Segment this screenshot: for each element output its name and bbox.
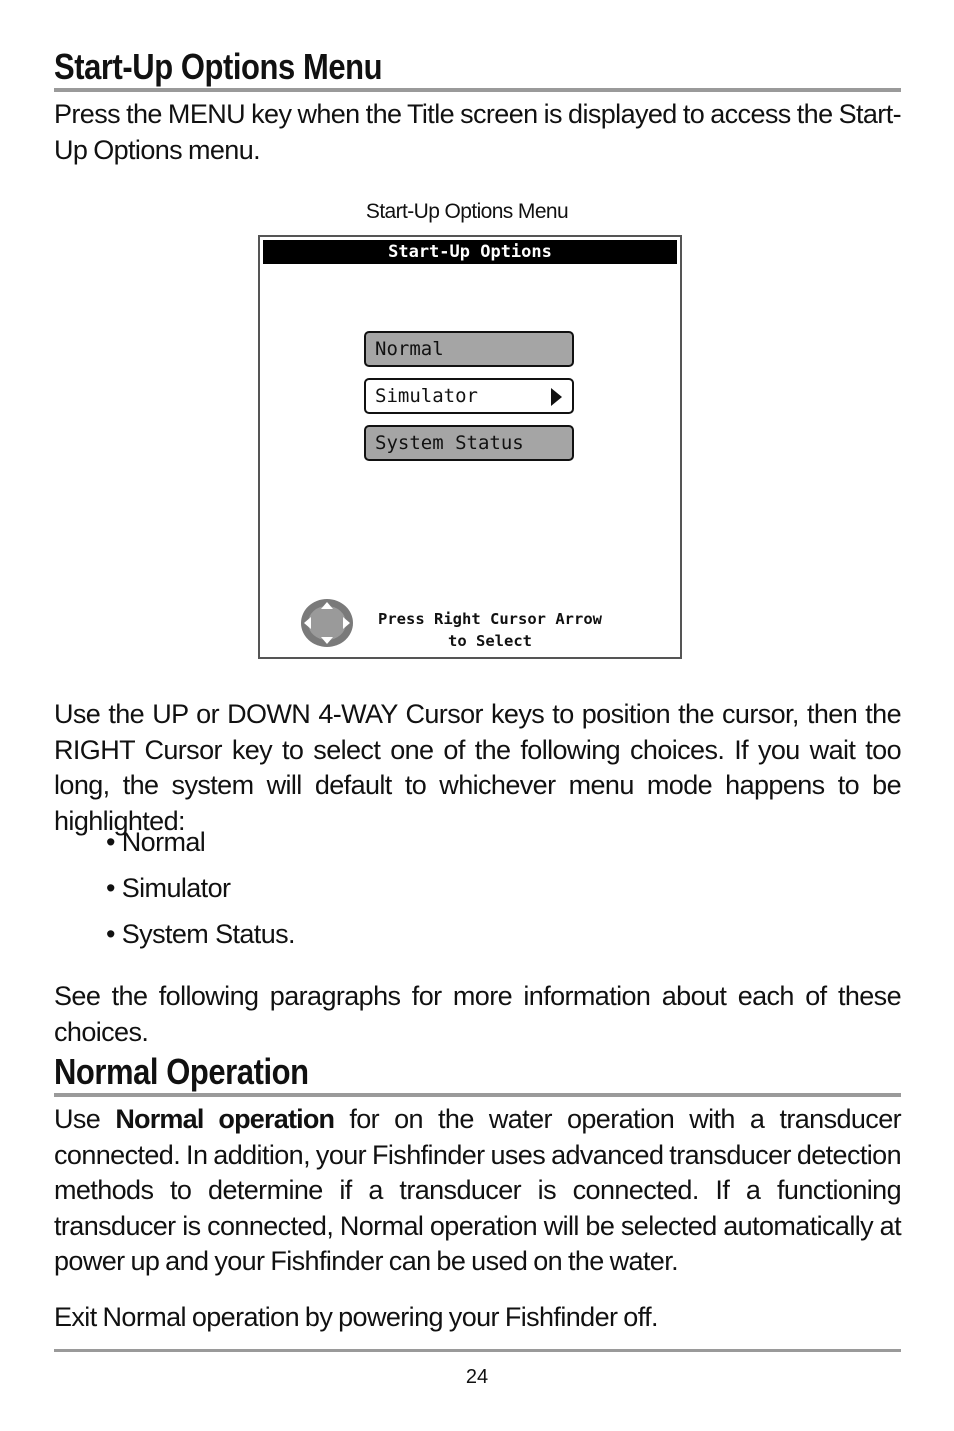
footer-rule bbox=[54, 1349, 901, 1352]
bold-term-normal-operation: Normal operation bbox=[115, 1104, 335, 1134]
section-heading-normal-operation: Normal Operation bbox=[54, 1051, 309, 1092]
choices-list bbox=[106, 824, 295, 962]
screen-title-bar: Start-Up Options bbox=[263, 240, 677, 264]
right-arrow-icon bbox=[551, 388, 562, 406]
intro-paragraph: Press the MENU key when the Title screen is displayed to access the Start-Up Options menu. bbox=[54, 99, 901, 165]
normal-operation-paragraph bbox=[54, 1102, 901, 1280]
heading-rule bbox=[54, 1093, 901, 1097]
list-item: • Simulator bbox=[106, 873, 231, 903]
heading-rule bbox=[54, 88, 901, 92]
text-run: for on the water operation with a transducer connected. In addition, your Fishfinder uses advanced transducer detection methods to determine if a transducer is connected. If a functioning transducer is connected, Normal operation will be selected automatically at power up and your Fishfinder can be used on the water. bbox=[54, 1104, 902, 1276]
text-run: Use bbox=[54, 1104, 116, 1134]
menu-option-simulator[interactable] bbox=[364, 378, 574, 414]
page-number: 24 bbox=[465, 1366, 489, 1388]
select-hint bbox=[370, 608, 610, 652]
menu-option-label: Normal bbox=[375, 338, 444, 360]
startup-options-screen bbox=[258, 235, 682, 659]
menu-option-system-status[interactable] bbox=[364, 425, 574, 461]
hint-line-2: to Select bbox=[448, 632, 532, 650]
figure-caption: Start-Up Options Menu bbox=[365, 200, 569, 223]
list-item: • Normal bbox=[106, 827, 206, 857]
menu-option-normal[interactable] bbox=[364, 331, 574, 367]
instructions-paragraph: Use the UP or DOWN 4-WAY Cursor keys to position the cursor, then the RIGHT Cursor key to select one of the following choices. If you wait too long, the system will default to whichever menu mode happens to be highlighted: bbox=[54, 699, 901, 836]
hint-line-1: Press Right Cursor Arrow bbox=[378, 610, 602, 628]
menu-option-label: Simulator bbox=[375, 385, 478, 407]
see-more-paragraph: See the following paragraphs for more information about each of these choices. bbox=[54, 981, 901, 1047]
menu-option-label: System Status bbox=[375, 432, 524, 454]
exit-paragraph: Exit Normal operation by powering your Fishfinder off. bbox=[54, 1302, 658, 1332]
cursor-pad-icon bbox=[300, 597, 354, 649]
section-heading-startup-options: Start-Up Options Menu bbox=[54, 46, 383, 87]
list-item: • System Status. bbox=[106, 919, 295, 949]
